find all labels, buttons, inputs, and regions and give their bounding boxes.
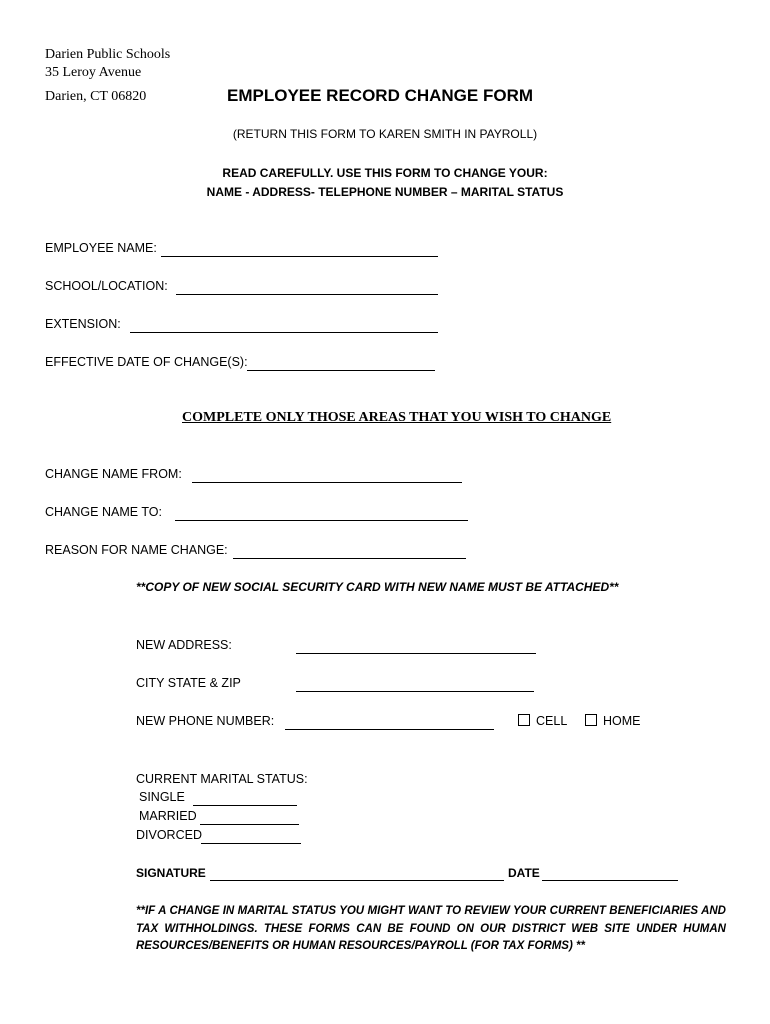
ssn-note: **COPY OF NEW SOCIAL SECURITY CARD WITH NEW NAME MUST BE ATTACHED**	[136, 580, 619, 594]
return-note: (RETURN THIS FORM TO KAREN SMITH IN PAYROLL)	[232, 127, 538, 141]
city-state-zip-label: CITY STATE & ZIP	[136, 676, 241, 690]
married-field[interactable]	[200, 824, 299, 825]
home-option[interactable]	[585, 714, 641, 728]
married-label: MARRIED	[139, 809, 197, 823]
employee-name-field[interactable]	[161, 256, 438, 257]
effective-date-label: EFFECTIVE DATE OF CHANGE(S):	[45, 355, 248, 369]
org-street: 35 Leroy Avenue	[45, 65, 142, 80]
change-name-to-field[interactable]	[175, 520, 468, 521]
date-label: DATE	[508, 866, 540, 880]
new-phone-label: NEW PHONE NUMBER:	[136, 714, 275, 728]
extension-label: EXTENSION:	[45, 317, 121, 331]
cell-label: CELL	[536, 714, 568, 728]
section-heading: COMPLETE ONLY THOSE AREAS THAT YOU WISH TO CHANGE	[182, 410, 612, 425]
change-name-from-label: CHANGE NAME FROM:	[45, 467, 182, 481]
org-city: Darien, CT 06820	[45, 89, 147, 104]
school-location-label: SCHOOL/LOCATION:	[45, 279, 168, 293]
divorced-field[interactable]	[201, 843, 301, 844]
employee-name-label: EMPLOYEE NAME:	[45, 241, 157, 255]
change-name-from-field[interactable]	[192, 482, 462, 483]
instruction-line-2: NAME - ADDRESS- TELEPHONE NUMBER – MARITAL STATUS	[206, 185, 564, 199]
new-phone-field[interactable]	[285, 729, 494, 730]
extension-field[interactable]	[130, 332, 438, 333]
footer-note: **IF A CHANGE IN MARITAL STATUS YOU MIGHT WANT TO REVIEW YOUR CURRENT BENEFICIARIES AND TAX WITHHOLDINGS. THESE FORMS CAN BE FOUND ON OUR DISTRICT WEB SITE UNDER HUMAN RESOURCES/BENEFITS OR HUMAN RESOURCES/PAYROLL (FOR TAX FORMS) **	[136, 905, 726, 952]
marital-heading: CURRENT MARITAL STATUS:	[136, 772, 308, 786]
change-name-to-label: CHANGE NAME TO:	[45, 505, 162, 519]
form-title: EMPLOYEE RECORD CHANGE FORM	[227, 86, 534, 105]
signature-label: SIGNATURE	[136, 866, 206, 880]
signature-field[interactable]	[210, 880, 504, 881]
single-label: SINGLE	[139, 790, 185, 804]
city-state-zip-field[interactable]	[296, 691, 534, 692]
reason-field[interactable]	[233, 558, 466, 559]
date-field[interactable]	[542, 880, 678, 881]
home-label: HOME	[603, 714, 641, 728]
home-checkbox[interactable]	[585, 714, 597, 726]
cell-checkbox[interactable]	[518, 714, 530, 726]
school-location-field[interactable]	[176, 294, 438, 295]
cell-option[interactable]	[518, 714, 567, 728]
new-address-label: NEW ADDRESS:	[136, 638, 232, 652]
org-name: Darien Public Schools	[45, 47, 171, 62]
effective-date-field[interactable]	[247, 370, 435, 371]
reason-label: REASON FOR NAME CHANGE:	[45, 543, 228, 557]
instruction-line-1: READ CAREFULLY. USE THIS FORM TO CHANGE YOUR:	[222, 166, 548, 180]
single-field[interactable]	[193, 805, 297, 806]
new-address-field[interactable]	[296, 653, 536, 654]
divorced-label: DIVORCED	[136, 828, 202, 842]
